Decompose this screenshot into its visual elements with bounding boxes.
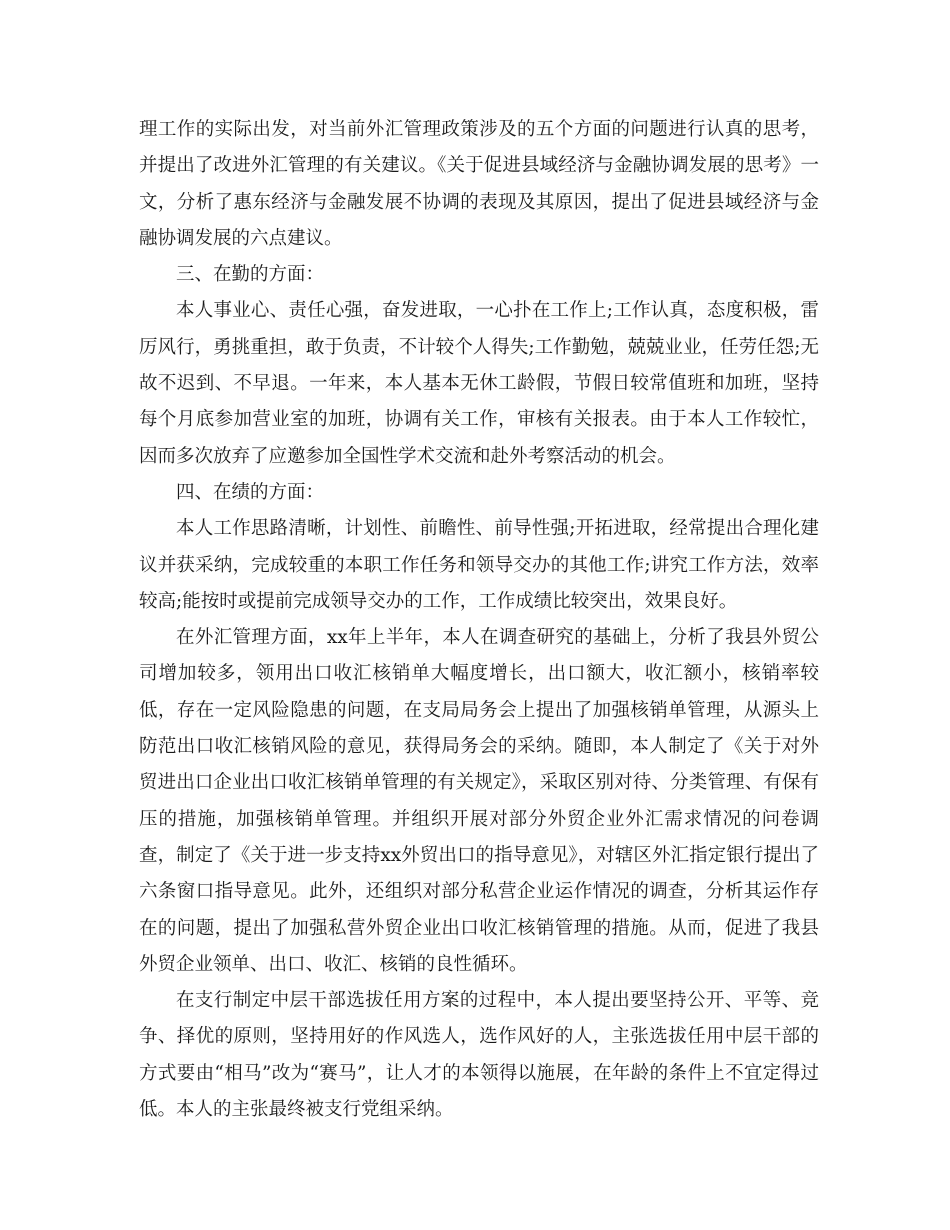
paragraph-performance: 本人工作思路清晰，计划性、前瞻性、前导性强;开拓进取，经常提出合理化建议并获采纳，完成较重的本职工作任务和领导交办的其他工作;讲究工作方法，效率较高;能按时或提前完成领导交办的工作，工作成绩比较突出，效果良好。 <box>139 518 819 612</box>
paragraph-cadre-selection: 在支行制定中层干部选拔任用方案的过程中，本人提出要坚持公开、平等、竞争、择优的原则，坚持用好的作风选人，选作风好的人，主张选拔任用中层干部的方式要由“相马”改为“赛马”，让人才的本领得以施展，在年龄的条件上不宜定得过低。本人的主张最终被支行党组采纳。 <box>139 990 819 1121</box>
section-heading-performance: 四、在绩的方面： <box>176 481 325 503</box>
paragraph-continuation: 理工作的实际出发，对当前外汇管理政策涉及的五个方面的问题进行认真的思考，并提出了改进外汇管理的有关建议。《关于促进县域经济与金融协调发展的思考》一文，分析了惠东经济与金融发展不协调的表现及其原因，提出了促进县域经济与金融协调发展的六点建议。 <box>139 119 819 249</box>
section-heading-diligence: 三、在勤的方面： <box>176 264 325 286</box>
document-body <box>139 112 819 1128</box>
paragraph-diligence: 本人事业心、责任心强，奋发进取，一心扑在工作上;工作认真，态度积极，雷厉风行，勇挑重担，敢于负责，不计较个人得失;工作勤勉，兢兢业业，任劳任怨;无故不迟到、不早退。一年来，本人基本无休工龄假，节假日较常值班和加班，坚持每个月底参加营业室的加班，协调有关工作，审核有关报表。由于本人工作较忙，因而多次放弃了应邀参加全国性学术交流和赴外考察活动的机会。 <box>139 300 819 467</box>
paragraph-forex-management: 在外汇管理方面，xx年上半年，本人在调查研究的基础上，分析了我县外贸公司增加较多，领用出口收汇核销单大幅度增长，出口额大，收汇额小，核销率较低，存在一定风险隐患的问题，在支局局务会上提出了加强核销单管理，从源头上防范出口收汇核销风险的意见，获得局务会的采纳。随即，本人制定了《关于对外贸进出口企业出口收汇核销单管理的有关规定》，采取区别对待、分类管理、有保有压的措施，加强核销单管理。并组织开展对部分外贸企业外汇需求情况的问卷调查，制定了《关于进一步支持xx外贸出口的指导意见》，对辖区外汇指定银行提出了六条窗口指导意见。此外，还组织对部分私营企业运作情况的调查，分析其运作存在的问题，提出了加强私营外贸企业出口收汇核销管理的措施。从而，促进了我县外贸企业领单、出口、收汇、核销的良性循环。 <box>139 627 819 975</box>
